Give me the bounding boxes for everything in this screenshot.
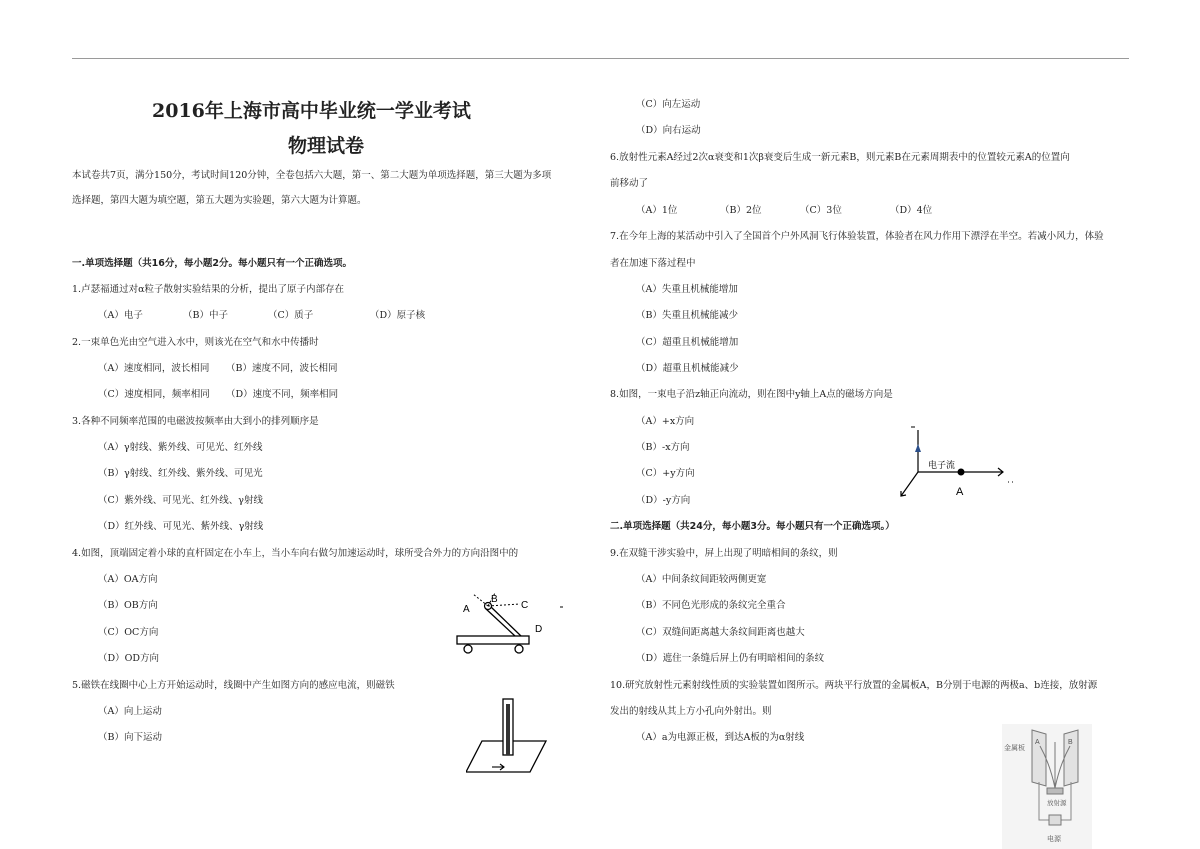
point-a <box>958 469 965 476</box>
electron-beam-label: 电子流 <box>928 461 956 471</box>
plate-b-label: B <box>1068 739 1073 746</box>
intro-line-1: 本试卷共7页，满分150分，考试时间120分钟，全卷包括六大题，第一、第二大题为单项选择题，第三大题为多项 <box>72 170 552 181</box>
depth-axis <box>901 472 918 496</box>
q5-stem: 5.磁铁在线圈中心上方开始运动时，线圈中产生如图方向的感应电流，则磁铁 <box>72 680 395 691</box>
cart-wheel-right <box>515 645 523 653</box>
plate-a-label: A <box>1035 739 1040 746</box>
page-subtitle: 物理试卷 <box>288 135 365 157</box>
q3-option-b: （B）γ射线、红外线、紫外线、可见光 <box>98 468 263 479</box>
q4-option-b: （B）OB方向 <box>98 600 158 611</box>
page-title: 2016年上海市高中毕业统一学业考试 <box>152 100 471 122</box>
q3-option-d: （D）红外线、可见光、紫外线、γ射线 <box>98 521 264 532</box>
q5-magnet-figure <box>466 696 551 776</box>
q8-stem: 8.如图，一束电子沿z轴正向流动，则在图中y轴上A点的磁场方向是 <box>610 389 893 400</box>
q2-stem: 2.一束单色光由空气进入水中，则该光在空气和水中传播时 <box>72 337 319 348</box>
q10-stem-line-2: 发出的射线从其上方小孔向外射出。则 <box>610 706 772 717</box>
q4-option-a: （A）OA方向 <box>98 574 158 585</box>
q6-option-b: （B）2位 <box>720 205 762 216</box>
q10-option-a: （A）a为电源正极，到达A板的为α射线 <box>636 732 805 743</box>
q3-option-a: （A）γ射线、紫外线、可见光、红外线 <box>98 442 263 453</box>
q8-option-d: （D）-y方向 <box>636 495 691 506</box>
q4-option-c: （C）OC方向 <box>98 627 159 638</box>
q6-option-c: （C）3位 <box>800 205 842 216</box>
q2-option-a: （A）速度相同，波长相同 <box>98 363 210 374</box>
q5-option-b: （B）向下运动 <box>98 732 162 743</box>
q1-option-a: （A）电子 <box>98 310 143 321</box>
label-d: D <box>535 624 543 635</box>
vertical-arrow <box>915 444 921 452</box>
q9-option-b: （B）不同色光形成的条纹完全重合 <box>636 600 786 611</box>
q7-option-d: （D）超重且机械能减少 <box>636 363 739 374</box>
q9-option-c: （C）双缝间距离越大条纹间距离也越大 <box>636 627 805 638</box>
q2-option-c: （C）速度相同，频率相同 <box>98 389 210 400</box>
section-2-heading: 二.单项选择题（共24分，每小题3分。每小题只有一个正确选项。） <box>610 521 895 532</box>
q8-option-b: （B）-x方向 <box>636 442 690 453</box>
q7-option-b: （B）失重且机械能减少 <box>636 310 738 321</box>
q6-stem-line-2: 前移动了 <box>610 178 649 189</box>
rod-edge-2 <box>490 606 521 636</box>
q1-stem: 1.卢瑟福通过对α粒子散射实验结果的分析，提出了原子内部存在 <box>72 284 344 295</box>
q7-stem-line-2: 者在加速下落过程中 <box>610 258 696 269</box>
q6-option-a: （A）1位 <box>636 205 678 216</box>
q9-option-d: （D）遮住一条缝后屏上仍有明暗相间的条纹 <box>636 653 825 664</box>
q6-option-d: （D）4位 <box>890 205 933 216</box>
q10-stem-line-1: 10.研究放射性元素射线性质的实验装置如图所示。两块平行放置的金属板A，B分别于电源的两极a、b连接，放射源 <box>610 680 1098 691</box>
power-label: 电源 <box>1047 835 1061 843</box>
q9-stem: 9.在双缝干涉实验中，屏上出现了明暗相间的条纹，则 <box>610 548 838 559</box>
q1-option-b: （B）中子 <box>183 310 228 321</box>
power-box <box>1049 815 1061 825</box>
label-a: A <box>463 604 470 615</box>
label-c: C <box>521 600 529 611</box>
q2-option-b: （B）速度不同，波长相同 <box>226 363 338 374</box>
q4-option-d: （D）OD方向 <box>98 653 160 664</box>
label-b: B <box>491 594 498 605</box>
q7-option-a: （A）失重且机械能增加 <box>636 284 738 295</box>
top-rule <box>72 58 1129 59</box>
q10-apparatus-figure <box>1002 724 1092 849</box>
q9-option-a: （A）中间条纹间距较两侧更宽 <box>636 574 767 585</box>
q5-option-a: （A）向上运动 <box>98 706 162 717</box>
cart-body <box>457 636 529 644</box>
q3-stem: 3.各种不同频率范围的电磁波按频率由大到小的排列顺序是 <box>72 416 319 427</box>
magnet-pole <box>506 704 510 755</box>
cart-wheel-left <box>464 645 472 653</box>
q2-option-d: （D）速度不同，频率相同 <box>226 389 339 400</box>
q8-option-c: （C）+y方向 <box>636 468 695 479</box>
q8-axes-figure <box>895 420 1020 502</box>
q1-option-c: （C）质子 <box>268 310 314 321</box>
q7-stem-line-1: 7.在今年上海的某活动中引入了全国首个户外风洞飞行体验装置，体验者在风力作用下漂浮在半空。若减小风力，体验 <box>610 231 1104 242</box>
section-1-heading: 一.单项选择题（共16分，每小题2分。每小题只有一个正确选项。 <box>72 258 352 269</box>
q1-option-d: （D）原子核 <box>370 310 426 321</box>
q4-cart-figure <box>455 588 570 660</box>
plate-label: 金属板 <box>1004 744 1025 752</box>
source-label: 放射源 <box>1047 799 1067 807</box>
q3-option-c: （C）紫外线、可见光、红外线、γ射线 <box>98 495 263 506</box>
source-box <box>1047 788 1063 794</box>
q7-option-c: （C）超重且机械能增加 <box>636 337 739 348</box>
q6-stem-line-1: 6.放射性元素A经过2次α衰变和1次β衰变后生成一新元素B，则元素B在元素周期表中的位置较元素A的位置向 <box>610 152 1070 163</box>
intro-line-2: 选择题，第四大题为填空题，第五大题为实验题，第六大题为计算题。 <box>72 195 367 206</box>
q4-stem: 4.如图，顶端固定着小球的直杆固定在小车上，当小车向右做匀加速运动时，球所受合外力的方向沿图中的 <box>72 548 519 559</box>
point-a-label: A <box>956 486 964 498</box>
q5-option-c: （C）向左运动 <box>636 99 701 110</box>
q5-option-d: （D）向右运动 <box>636 125 701 136</box>
rod-edge-1 <box>485 608 515 636</box>
q8-option-a: （A）+x方向 <box>636 416 695 427</box>
